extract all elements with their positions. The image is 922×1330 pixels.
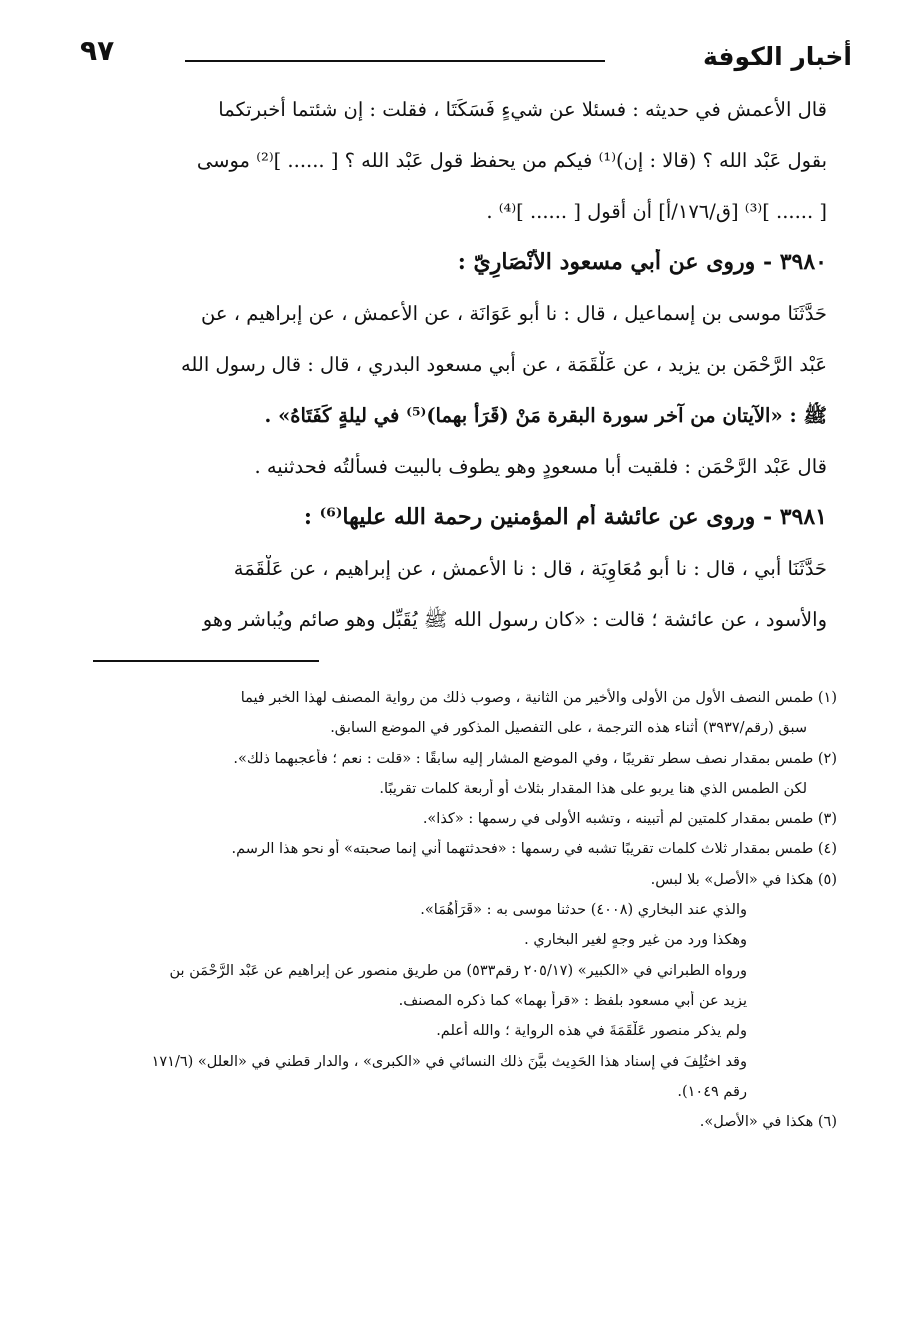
- footnote-line: والذي عند البخاري (٤٠٠٨) حدثنا موسى به : «قَرَأَهُمَا».: [420, 902, 747, 919]
- text-line: حَدَّثَنَا أبي ، قال : نا أبو مُعَاوِيَة ، قال : نا الأعمش ، عن إبراهيم ، عن عَلْقَمَة: [233, 557, 827, 580]
- footnote-line: سبق (رقم/٣٩٣٧) أثناء هذه الترجمة ، على التفصيل المذكور في الموضع السابق.: [330, 720, 807, 737]
- header-rule: [185, 60, 605, 62]
- footnote-line: (٥) هكذا في «الأصل» بلا لبس.: [650, 871, 837, 888]
- footnote-line: (١) طمس النصف الأول من الأولى والأخير من الثانية ، وصوب ذلك من رواية المصنف لهذا الخبر فيما: [240, 690, 837, 706]
- text-line: والأسود ، عن عائشة ؛ قالت : «كان رسول الله ﷺ يُقَبِّل وهو صائم ويُباشر وهو: [202, 608, 827, 631]
- hadith-heading: ٣٩٨٠ - وروى عن أبي مسعود الأنْصَارِيّ :: [457, 249, 827, 275]
- footnote-line: (٦) هكذا في «الأصل».: [699, 1114, 837, 1131]
- footnote-line: وهكذا ورد من غير وجهٍ لغير البخاري .: [524, 932, 747, 949]
- footnote-line: ولم يذكر منصور عَلْقَمَةَ في هذه الرواية ؛ والله أعلم.: [436, 1023, 747, 1040]
- text-line: عَبْد الرَّحْمَن بن يزيد ، عن عَلْقَمَة ، عن أبي مسعود البدري ، قال : قال رسول الله: [180, 353, 827, 376]
- footnote-line: ورواه الطبراني في «الكبير» (٢٠٥/١٧ رقم٥٣٣) من طريق منصور عن إبراهيم عن عَبْد الرَّحْمَن بن: [169, 962, 747, 979]
- footnote-line: (٤) طمس بمقدار ثلاث كلمات تقريبًا تشبه في رسمها : «فحدثتهما أني إنما صحبته» أو نحو هذا الرسم.: [231, 841, 837, 858]
- footnote-line: لكن الطمس الذي هنا يربو على هذا المقدار بثلاث أو أربعة كلمات تقريبًا.: [379, 780, 807, 797]
- text-line: حَدَّثَنَا موسى بن إسماعيل ، قال : نا أبو عَوَانَة ، عن الأعمش ، عن إبراهيم ، عن: [201, 302, 827, 325]
- main-text: [87, 96, 827, 657]
- footnote-line: يزيد عن أبي مسعود بلفظ : «قرأ بهما» كما ذكره المصنف.: [398, 992, 747, 1009]
- footnote-line: رقم ١٠٤٩).: [677, 1083, 747, 1100]
- running-title: أخبار الكوفة: [703, 42, 852, 71]
- text-line: بقول عَبْد الله ؟ (قالا : إن)⁽¹⁾ فيكم من يحفظ قول عَبْد الله ؟ [ ...... ]⁽²⁾ موسى: [196, 149, 827, 172]
- footnote-rule: [93, 660, 319, 662]
- footnote-line: وقد اختُلِفَ في إسناد هذا الحَدِيث بيَّنَ ذلك النسائي في «الكبرى» ، والدار قطني في «العلل» (١٧١/٦: [151, 1053, 747, 1070]
- footnotes: [82, 688, 837, 1142]
- text-line: قال عَبْد الرَّحْمَن : فلقيت أبا مسعودٍ وهو يطوف بالبيت فسألتُه فحدثنيه .: [254, 455, 827, 478]
- hadith-text-line: ﷺ : «الآيتان من آخر سورة البقرة مَنْ (قَرَأ بهما)⁽⁵⁾ في ليلةٍ كَفَتَاهُ» .: [264, 404, 827, 427]
- hadith-heading: ٣٩٨١ - وروى عن عائشة أم المؤمنين رحمة الله عليها⁽⁶⁾ :: [303, 504, 827, 530]
- text-line: قال الأعمش في حديثه : فسئلا عن شيءٍ فَسَكَتَا ، فقلت : إن شئتما أخبرتكما: [218, 98, 827, 121]
- footnote-line: (٣) طمس بمقدار كلمتين لم أتبينه ، وتشبه الأولى في رسمها : «كذا».: [422, 811, 837, 828]
- text-line: [ ...... ]⁽³⁾ [ق/١٧٦/أ] أن أقول [ ...... ]⁽⁴⁾ .: [486, 200, 827, 223]
- page-number: ٩٧: [80, 34, 115, 67]
- footnote-line: (٢) طمس بمقدار نصف سطر تقريبًا ، وفي الموضع المشار إليه سابقًا : «قلت : نعم ؛ فأعجبهما ذلك».: [233, 750, 837, 767]
